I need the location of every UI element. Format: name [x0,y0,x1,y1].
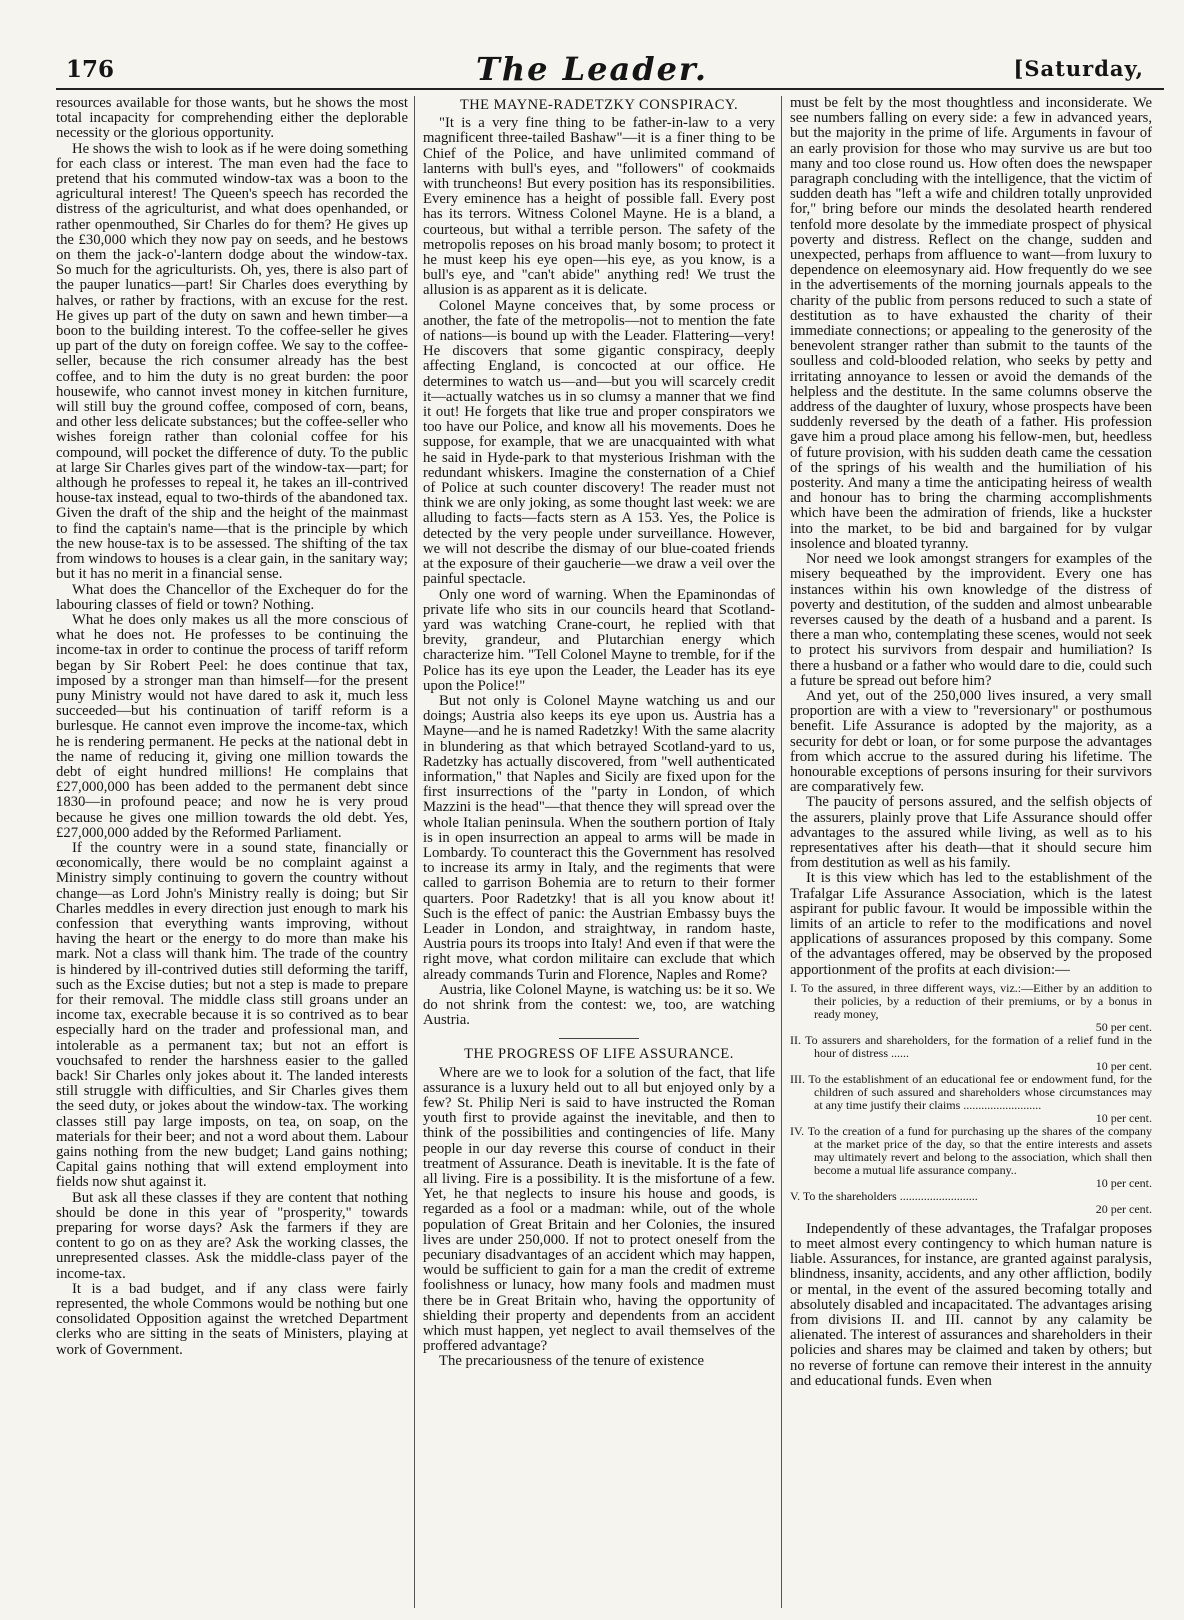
list-item [790,982,1152,1034]
paragraph: must be felt by the most thoughtless and inconsiderate. We see numbers falling on every side: a few in advanced years, but the majority in the prime of life. Arguments in favour of an early provision for those who may survive us are but too many and too close round us. How often does the newspaper paragraph concluding with the intelligence, that the victim of sudden death has "left a wife and children totally unprovided for," bring before our minds the desolated hearth rendered tenfold more desolate by the immediate prospect of physical poverty and distress. Reflect on the change, sudden and unexpected, perhaps from affluence to want—from luxury to dependence on eleemosynary aid. How frequently do we see in the advertisements of the morning journals appeals to the charity of the public from persons reduced to such a state of destitution as to have exhausted the charity of their immediate connections; or appealing to the generosity of the benevolent stranger rather than submit to the taunts of the soulless and cold-blooded relation, who seeks by petty and irritating annoyance to lessen or avoid the demands of the helpless and the destitute. In the same columns observe the address of the daughter of luxury, whose prospects have been suddenly reversed by the death of a father. His profession gave him a proud place among his fellow-men, but, heedless of future provision, with his sudden death came the cessation of the springs of his wealth and the humiliation of his posterity. And many a time the anticipating heiress of wealth and honour has to bring the charming accomplishments which have been the admiration of friends, like a huckster into the market, to be bid and bargained for by vulgar insolence and bloated tyranny. [790,96,1152,552]
list-item-amount: 50 per cent. [1095,1019,1152,1034]
paragraph: If the country were in a sound state, financially or œconomically, there would be no complaint against a Ministry simply continuing to govern the country without change—as Lord John's Ministry really is doing; but Sir Charles meddles in every direction just enough to mark his confession that everything wants improving, without having the heart or the energy to do more than make his mark. Not a class will thank him. The trade of the country is hindered by ill-contrived duties still deforming the tariff, such as the Excise duties; but not a step is made to prepare for their removal. The middle class still groans under an income tax, execrable because it is so contrived as to bear especially hard on the trader and professional man, and intolerable as a permanent tax; but not an effort is vouchsafed to render the harshness easier to the galled back! Sir Charles only jokes about it. The landed interests still struggle with difficulties, and Sir Charles gives them the seed duty, or jokes about the window-tax. The working classes still pay large imposts, on tea, on soap, on the materials for their beer; and not a word about them. Labour gains nothing from the new budget; Land gains nothing; Capital gains nothing that will extend employment into fields now shut against it. [56,839,408,1191]
list-item [790,1073,1152,1125]
paragraph: resources available for those wants, but he shows the most total incapacity for comprehending either the deplorable necessity or the glorious opportunity. [56,96,408,142]
paragraph: And yet, out of the 250,000 lives insured, a very small proportion are with a view to "reversionary" or posthumous benefit. Life Assurance is adopted by the majority, as a security for debt or loan, or for some purpose the advantages from which accrue to the assured during his lifetime. The honourable exceptions of persons insuring for their survivors are comparatively few. [790,687,1152,796]
paragraph: It is a bad budget, and if any class were fairly represented, the whole Commons would be nothing but one consolidated Opposition against the wretched Department clerks who are sitting in the seats of Ministers, playing at work of Government. [56,1280,408,1358]
column-2 [423,96,775,1611]
masthead-title: The Leader. [476,50,708,88]
list-item-text: I. To the assured, in three different ways, viz.:—Either by an addition to their policies, by a reduction of their premiums, or by a bonus in ready money, [790,980,1152,1021]
paragraph: Only one word of warning. When the Epaminondas of private life who sits in our councils heard that Scotland-yard was watching Crane-court, he replied with that brevity, grandeur, and Plutarchian energy which characterize him. "Tell Colonel Mayne to tremble, for if the Police has its eye upon the Leader, the Leader has its eye upon the Police!" [423,586,775,694]
article-heading: THE PROGRESS OF LIFE ASSURANCE. [464,1046,734,1063]
paragraph: The precariousness of the tenure of existence [439,1353,705,1370]
column-divider [414,96,415,1608]
paragraph: What he does only makes us all the more conscious of what he does not. He professes to be continuing the income-tax in order to continue the process of tariff reform began by Sir Robert Peel: he does continue that tax, imposed by a stronger man than himself—for the present puny Ministry would not have dared to ask it, much less succeeded—but his continuation of tariff reform is a burlesque. He cannot even improve the income-tax, which he is rendering permanent. He pecks at the national debt in the name of reducing it, giving one million towards the debt of eight hundred millions! He complains that £27,000,000 has been added to the permanent debt since 1830—in profound peace; and now he is very proud because he gives one million towards the old debt. Yes, £27,000,000 added by the Reformed Parliament. [56,611,408,841]
paragraph: Nor need we look amongst strangers for examples of the misery bequeathed by the improvident. Every one has instances within his own knowledge of the distress of poverty and destitution, of the sudden and almost unbearable reverses caused by the death of a husband and a parent. Is there a man who, contemplating these scenes, would not seek to protect his survivors from despair and humiliation? Is there a husband or a father who would dare to die, could such a future be spread out before him? [790,551,1152,689]
list-item-text: V. To the shareholders .......................... [790,1188,978,1203]
paragraph: He shows the wish to look as if he were doing something for each class or interest. The man even had the face to pretend that his commuted window-tax was a boon to the agricultural interest! The Queen's speech has recorded the distress of the agriculturist, and what does openhanded, or rather openmouthed, Sir Charles do for them? He gives up the £30,000 which they now pay on seeds, and he bestows on them the jack-o'-lantern dodge about the window-tax. So much for the agriculturists. Oh, yes, there is also part of the pauper lunatics—part! Sir Charles does everything by halves, or rather by fractions, with an excuse for the rest. He gives up part of the duty on sawn and hewn timber—a boon to the building interest. To the coffee-seller he gives up part of the duty on foreign coffee. We say to the coffee-seller, because the rich consumer already has the best coffee, and to him the duty is no great burden: the poor housewife, who cannot invest money in kitchen furniture, will still buy the ground coffee, composed of corn, beans, and other less delicate substances; but the coffee-seller who wishes foreign rather than colonial coffee for his compound, will pocket the difference of duty. To the public at large Sir Charles gives part of the window-tax—part; for although he professes to repeal it, he takes an ill-contrived house-tax instead, equal to two-thirds of the abandoned tax. Given the draft of the ship and the height of the mainmast to find the captain's name—that is the principle by which the new house-tax is to be assessed. The shifting of the tax from windows to houses is a clear gain, in the sanitary way; but it has no merit in a financial sense. [56,140,408,583]
paragraph: "It is a very fine thing to be father-in-law to a very magnificent three-tailed Bashaw"—it is a finer thing to be Chief of the Police, and have unlimited command of lanterns with bull's eyes, and "followers" of cookmaids with truncheons! But every position has its responsibilities. Every eminence has a height of possible fall. Every post has its terrors. Witness Colonel Mayne. He is a bland, a courteous, but withal a terrible person. The safety of the metropolis reposes on his broad manly bosom; to protect it he must keep his eye open—his eye, as you know, is a bull's eye, and "can't abide" anything red! We trust the allusion is as apparent as it is delicate. [423,115,775,299]
header-rule [56,88,1164,90]
column-divider [781,96,782,1608]
paragraph: It is this view which has led to the establishment of the Trafalgar Life Assurance Association, which is the latest aspirant for public favour. It would be impossible within the limits of an article to refer to the modifications and novel applications of assurances proposed by this company. Some of the advantages offered, may be observed by the proposed apportionment of the profits at each division:— [790,870,1152,978]
paragraph: Austria, like Colonel Mayne, is watching us: be it so. We do not shrink from the contest: we, too, are watching Austria. [423,981,775,1029]
list-item-amount: 10 per cent. [1095,1058,1152,1073]
list-item-text: III. To the establishment of an educational fee or endowment fund, for the children of such assured and shareholders whose circumstances may at any time justify their claims .......................... [790,1071,1152,1112]
list-item [790,1034,1152,1073]
issue-day: [Saturday, [1013,56,1144,81]
list-item-amount: 10 per cent. [1095,1175,1152,1190]
profit-apportionment-list [790,982,1152,1216]
paragraph: Where are we to look for a solution of the fact, that life assurance is a luxury held out to all but enjoyed only by a few? St. Philip Neri is said to have instructed the Roman youth first to provide against the inevitable, and then to think of the possibilities and contingencies of life. Many people in our day reverse this course of conduct in their treatment of Assurance. Death is inevitable. It is the fate of all living. Fire is a possibility. It is the misfortune of a few. Yet, he that neglects to insure his house and goods, is regarded as a fool or a madman: while, out of the whole population of Great Britain and her Colonies, the insured lives are under 250,000. If not to protect oneself from the pecuniary disadvantages of an accident which may happen, would be sufficient to gain for a man the credit of extreme foolishness or lunacy, how many fools and madmen must there be in Great Britain who, having the opportunity of shielding their property and dependents from an accident which must happen, yet neglect to avail themselves of the proffered advantage? [423,1064,775,1355]
list-item-text: II. To assurers and shareholders, for the formation of a relief fund in the hour of distress ...... [790,1032,1152,1060]
list-item-text: IV. To the creation of a fund for purchasing up the shares of the company at the market price of the day, so that the entire interests and assets may ultimately revert and belong to the association, which shall then become a mutual life assurance company.. [790,1123,1152,1177]
column-3 [790,96,1152,1611]
list-item-amount: 20 per cent. [1095,1201,1152,1216]
column-1 [56,96,408,1611]
list-item [790,1190,1152,1216]
paragraph: What does the Chancellor of the Exchequer do for the labouring classes of field or town? Nothing. [56,581,408,613]
section-separator [559,1038,639,1039]
article-heading: THE MAYNE-RADETZKY CONSPIRACY. [459,97,739,113]
paragraph: The paucity of persons assured, and the selfish objects of the assurers, plainly prove that Life Assurance should offer advantages to the assured while living, as well as to his representatives after his death—that it should secure him from destitution as well as his family. [790,794,1152,872]
paragraph: Independently of these advantages, the Trafalgar proposes to meet almost every contingency to which human nature is liable. Assurances, for instance, are granted against paralysis, blindness, insanity, accidents, and any other affliction, bodily or mental, in the event of the assured becoming totally and absolutely disabled and incapacitated. The advantages arising from divisions II. and III. cannot by any calamity be alienated. The interest of assurances and shareholders in their policies and shares may be claimed and taken by others; but no reverse of fortune can remove their interest in the annuity and educational funds. Even when [790,1220,1152,1389]
paragraph: Colonel Mayne conceives that, by some process or another, the fate of the metropolis—not to mention the fate of nations—is bound up with the Leader. Flattering—very! He discovers that some gigantic conspiracy, deeply affecting England, is concocted at our office. He determines to watch us—and—but you will scarcely credit it—actually watches us in so clumsy a manner that we find it out! He forgets that like true and proper conspirators we too have our Police, and know all his movements. Does he suppose, for example, that we are unacquainted with what he said in Hyde-park to that mysterious Irishman with the redundant whiskers. Imagine the consternation of a Chief of Police at such counter discovery! The reader must not think we are only joking, as some thought last week: we are alluding to facts—facts stern as A 153. Yes, the Police is detected by the very people under surveillance. However, we will not describe the dismay of our blue-coated friends at the exposure of their gaucherie—we draw a veil over the painful spectacle. [423,297,775,588]
list-item-amount: 10 per cent. [1095,1110,1152,1125]
list-item [790,1125,1152,1190]
paragraph: But ask all these classes if they are content that nothing should be done in this year of "prosperity," towards preparing for worse days? Ask the farmers if they are content to go on as they are? Ask the working classes, the unrepresented classes. Ask the middle-class payer of the income-tax. [56,1189,408,1282]
page-number: 176 [66,56,115,83]
page-header [0,0,1184,88]
paragraph: But not only is Colonel Mayne watching us and our doings; Austria also keeps its eye upon us. Austria has a Mayne—and he is named Radetzky! With the same alacrity in blundering as that which betrayed Scotland-yard to us, Radetzky has actually discovered, from "well authenticated information," that Naples and Sicily are fixed upon for the first insurrections of the "party in London, of which Mazzini is the head"—that thence they will spread over the whole Italian peninsula. When the southern portion of Italy is in open insurrection an appeal to arms will be made in Lombardy. To counteract this the Government has resolved to increase its army in Italy, and the regiments that were called to garrison Bohemia are to return to their former quarters. Poor Radetzky! that is all you know about it! Such is the effect of panic: the Austrian Embassy buys the Leader in London, and straightway, in random haste, Austria pours its troops into Italy! And even if that were the right move, what cordon militaire can exclude that which already commands Turin and Florence, Naples and Rome? [423,692,775,983]
